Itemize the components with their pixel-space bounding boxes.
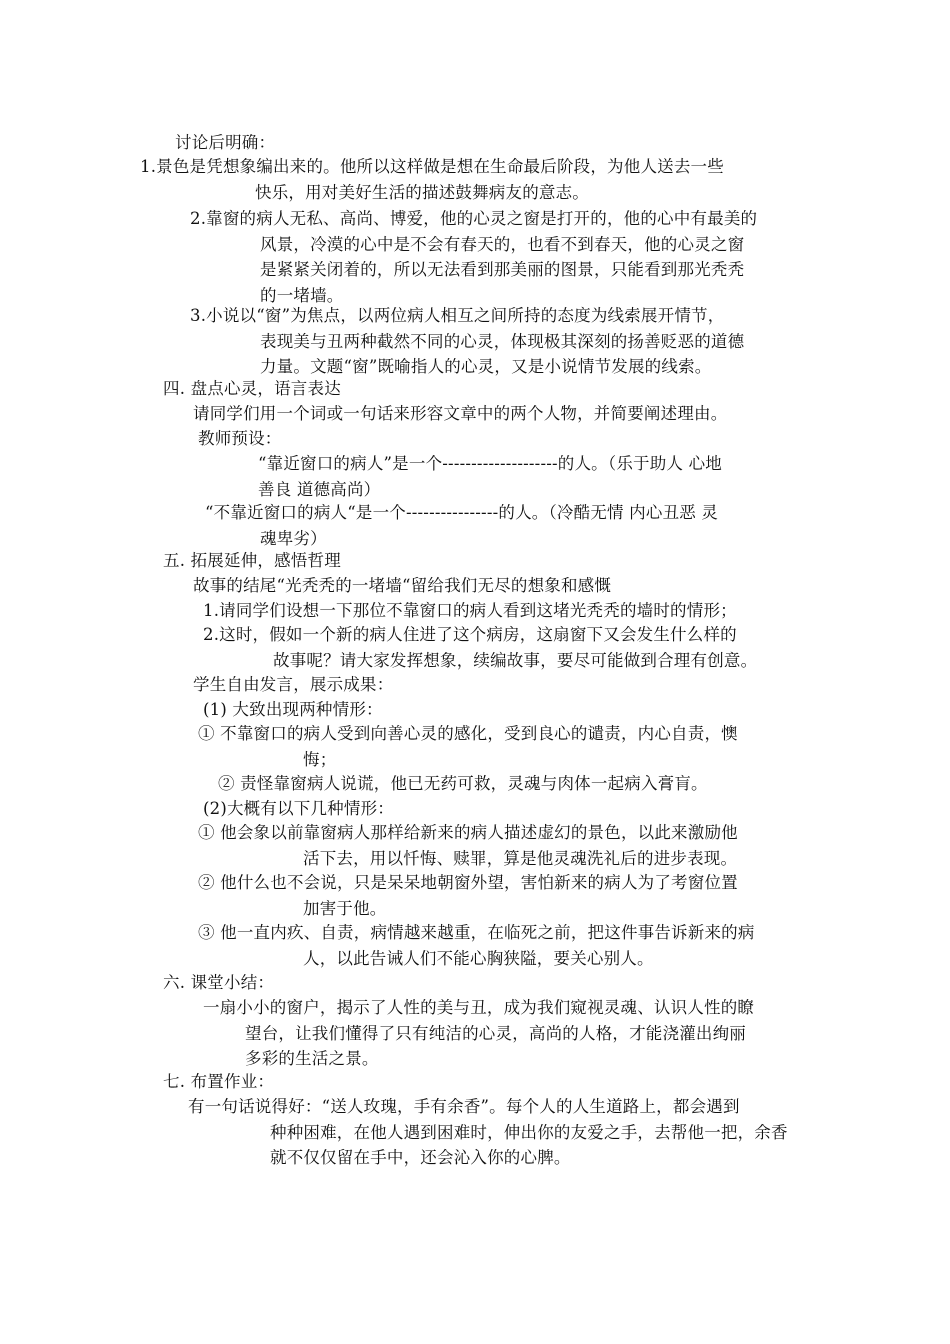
case-2-label: (2)大概有以下几种情形： [203,799,394,818]
section-6-heading: 六. 课堂小结： [163,973,275,992]
section-5-intro: 故事的结尾“光秃秃的一堵墙“留给我们无尽的想象和感慨 [193,576,612,595]
case-2-b: ② 他什么也不会说，只是呆呆地朝窗外望，害怕新来的病人为了考窗位置 加害于他。 [198,873,738,918]
case-2-a: ① 他会象以前靠窗病人那样给新来的病人描述虚幻的景色，以此来激励他 活下去，用以忏悔、赎罪，算是他灵魂洗礼后的进步表现。 [198,823,738,868]
case-1-label: (1) 大致出现两种情形： [203,700,383,719]
question-1: 1.请同学们设想一下那位不靠窗口的病人看到这堵光秃秃的墙时的情形； [203,601,737,620]
preset-item-1: “靠近窗口的病人”是一个--------------------的人。（乐于助人 心地 善良 道德高尚） [258,454,722,499]
point-1: 1.景色是凭想象编出来的。他所以这样做是想在生命最后阶段，为他人送去一些 快乐，用对美好生活的描述鼓舞病友的意志。 [140,157,724,202]
section-7-body: 有一句话说得好：“送人玫瑰，手有余香”。每个人的人生道路上，都会遇到 种种困难，在他人遇到困难时，伸出你的友爱之手，去帮他一把，余香 就不仅仅留在手中，还会沁入你的心脾。 [188,1097,788,1167]
section-7-heading: 七. 布置作业： [163,1072,275,1091]
students-label: 学生自由发言，展示成果： [193,675,394,694]
point-3: 3.小说以“窗”为焦点，以两位病人相互之间所持的态度为线索展开情节， 表现美与丑两种截然不同的心灵，体现极其深刻的扬善贬恶的道德 力量。文题“窗”既喻指人的心灵，又是小说情节发展的线索。 [190,306,745,376]
point-2: 2.靠窗的病人无私、高尚、博爱，他的心灵之窗是打开的，他的心中有最美的 风景，冷漠的心中是不会有春天的，也看不到春天，他的心灵之窗 是紧紧关闭着的，所以无法看到那美丽的图景，只能看到那光秃秃 的一堵墙。 [190,209,758,305]
discussion-label: 讨论后明确： [175,133,276,152]
section-5-heading: 五. 拓展延伸，感悟哲理 [163,551,341,570]
question-2: 2.这时，假如一个新的病人住进了这个病房，这扇窗下又会发生什么样的 故事呢？请大家发挥想象，续编故事，要尽可能做到合理有创意。 [203,625,758,670]
section-4-heading: 四. 盘点心灵，语言表达 [163,379,341,398]
case-1-b: ② 责怪靠窗病人说谎，他已无药可救，灵魂与肉体一起病入膏肓。 [218,774,708,793]
section-4-prompt: 请同学们用一个词或一句话来形容文章中的两个人物，并简要阐述理由。 [193,404,728,423]
section-6-body: 一扇小小的窗户，揭示了人性的美与丑，成为我们窥视灵魂、认识人性的瞭 望台，让我们懂得了只有纯洁的心灵，高尚的人格，才能浇灌出绚丽 多彩的生活之景。 [203,998,755,1068]
teacher-preset-label: 教师预设： [198,429,282,448]
case-2-c: ③ 他一直内疚、自责，病情越来越重，在临死之前，把这件事告诉新来的病 人，以此告诫人们不能心胸狭隘，要关心别人。 [198,923,755,968]
preset-item-2: “不靠近窗口的病人“是一个----------------的人。（冷酷无情 内心丑恶 灵 魂卑劣） [205,503,719,548]
case-1-a: ① 不靠窗口的病人受到向善心灵的感化，受到良心的谴责，内心自责，懊 悔； [198,724,738,769]
